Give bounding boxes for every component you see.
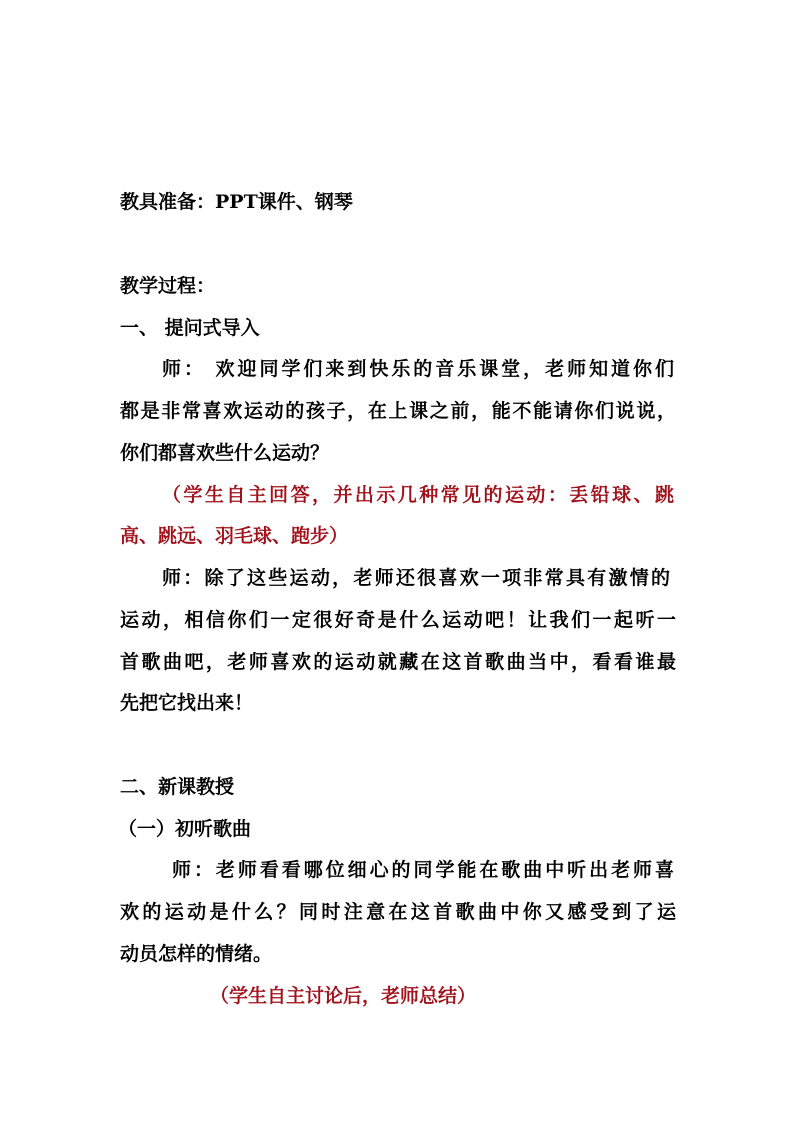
section2-note: （学生自主讨论后，老师总结）	[210, 985, 477, 1007]
section1-note-line2: 高、跳远、羽毛球、跑步）	[120, 525, 349, 547]
process-title: 教学过程：	[120, 275, 216, 297]
section1-para1-line3: 你们都喜欢些什么运动？	[120, 442, 330, 464]
section2-para1-line2: 欢的运动是什么？同时注意在这首歌曲中你又感受到了运	[120, 901, 676, 923]
section1-para1-line2: 都是非常喜欢运动的孩子，在上课之前，能不能请你们说说，	[120, 400, 676, 422]
section1-para1-line1: 师： 欢迎同学们来到快乐的音乐课堂，老师知道你们	[162, 358, 674, 380]
section2-subheading: （一）初听歌曲	[118, 818, 252, 840]
section2-para1-line3: 动员怎样的情绪。	[120, 943, 273, 965]
section2-para1-line1: 师：老师看看哪位细心的同学能在歌曲中听出老师喜	[172, 859, 674, 881]
section1-para2-line3: 首歌曲吧，老师喜欢的运动就藏在这首歌曲当中，看看谁最	[120, 651, 676, 673]
materials-line: 教具准备：PPT课件、钢琴	[120, 191, 353, 213]
section1-heading: 一、 提问式导入	[120, 317, 260, 339]
section1-para2-line1: 师：除了这些运动，老师还很喜欢一项非常具有激情的	[162, 567, 670, 589]
section2-heading: 二、新课教授	[120, 776, 235, 798]
section1-para2-line2: 运动，相信你们一定很好奇是什么运动吧！让我们一起听一	[120, 609, 676, 631]
section1-note-line1: （学生自主回答，并出示几种常见的运动：丢铅球、跳	[162, 484, 674, 506]
section1-para2-line4: 先把它找出来！	[120, 692, 254, 714]
